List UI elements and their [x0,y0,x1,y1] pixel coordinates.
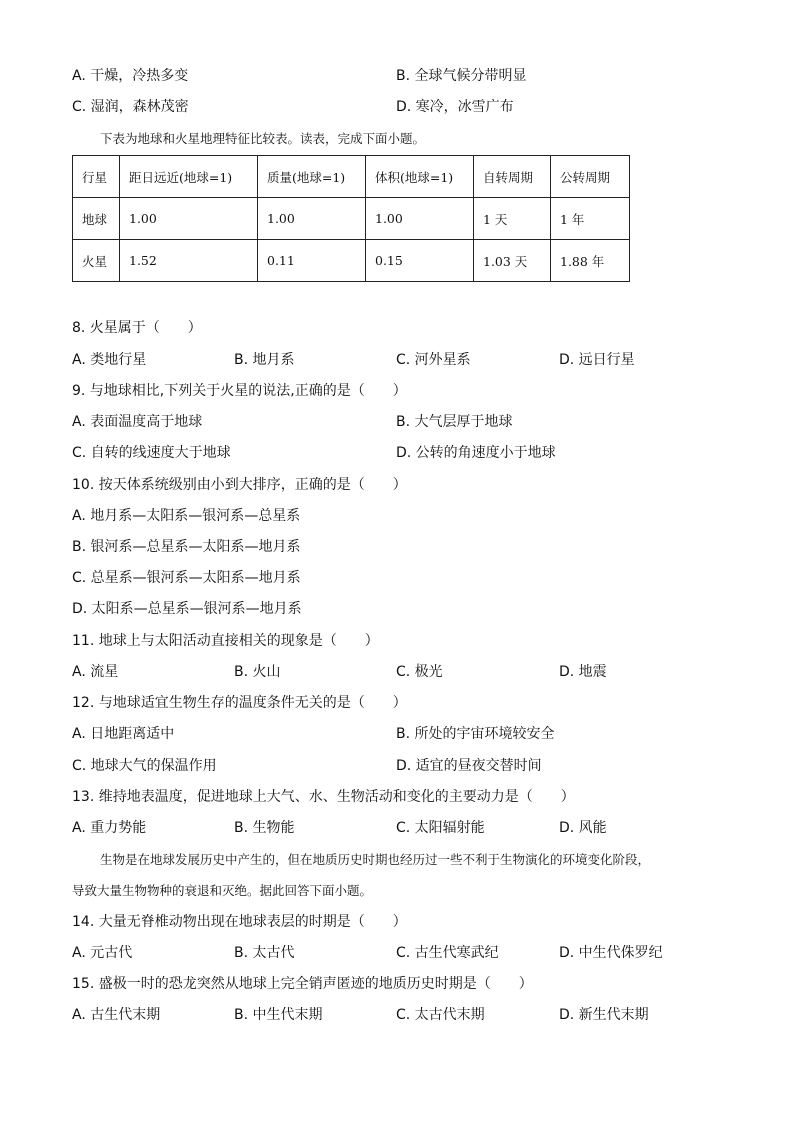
prev-options-row-2 [72,97,734,117]
prev-options-row-1 [72,66,734,86]
question-15-stem: 15. 盛极一时的恐龙突然从地球上完全销声匿迹的地质历史时期是（ ） [72,976,533,992]
question-10-stem: 10. 按天体系统级别由小到大排序，正确的是（ ） [72,477,407,493]
question-13-stem: 13. 维持地表温度，促进地球上大气、水、生物活动和变化的主要动力是（ ） [72,789,575,805]
table-header-cell: 行星 [73,156,120,198]
question-9-stem: 9. 与地球相比,下列关于火星的说法,正确的是（ ） [72,383,407,399]
table-cell: 火星 [73,240,120,282]
q12-option-a: A. 日地距离适中 [72,726,175,742]
prev-option-b: B. 全球气候分带明显 [396,68,527,84]
q13-option-b: B. 生物能 [234,820,295,836]
table-header-cell: 质量(地球=1) [258,156,366,198]
q13-option-d: D. 风能 [559,820,607,836]
table-header-row [73,156,630,198]
table-header-cell: 体积(地球=1) [366,156,474,198]
question-11-options [72,662,734,682]
question-8-stem: 8. 火星属于（ ） [72,320,202,336]
q10-option-d: D. 太阳系—总星系—银河系—地月系 [72,601,302,617]
q13-option-c: C. 太阳辐射能 [396,820,485,836]
q8-option-b: B. 地月系 [234,352,295,368]
q10-option-b: B. 银河系—总星系—太阳系—地月系 [72,539,301,555]
question-15-options [72,1005,734,1025]
q14-option-b: B. 太古代 [234,945,295,961]
q15-option-d: D. 新生代末期 [559,1007,649,1023]
table-header-cell: 公转周期 [551,156,630,198]
table-intro: 下表为地球和火星地理特征比较表。读表，完成下面小题。 [100,131,426,146]
table-header-cell: 自转周期 [474,156,551,198]
material-paragraph-line-2: 导致大量生物物种的衰退和灭绝。据此回答下面小题。 [72,883,373,898]
prev-option-a: A. 干燥，冷热多变 [72,68,189,84]
question-12-stem: 12. 与地球适宜生物生存的温度条件无关的是（ ） [72,695,407,711]
prev-option-c: C. 湿润，森林茂密 [72,99,189,115]
table-cell: 1.88 年 [551,240,630,282]
table-cell: 地球 [73,198,120,240]
question-12-options-row-1 [72,724,734,744]
q9-option-d: D. 公转的角速度小于地球 [396,445,556,461]
prev-option-d: D. 寒冷，冰雪广布 [396,99,514,115]
q8-option-a: A. 类地行星 [72,352,147,368]
q9-option-c: C. 自转的线速度大于地球 [72,445,231,461]
table-cell: 1.00 [258,198,366,240]
table-cell: 0.11 [258,240,366,282]
material-paragraph-line-1: 生物是在地球发展历史中产生的，但在地质历史时期也经历过一些不利于生物演化的环境变化阶段， [100,852,651,867]
table-row [73,198,630,240]
q9-option-b: B. 大气层厚于地球 [396,414,513,430]
q8-option-d: D. 远日行星 [559,352,635,368]
q11-option-c: C. 极光 [396,664,443,680]
q8-option-c: C. 河外星系 [396,352,471,368]
table-cell: 1 天 [474,198,551,240]
q12-option-d: D. 适宜的昼夜交替时间 [396,758,542,774]
q14-option-a: A. 元古代 [72,945,133,961]
table-row [73,240,630,282]
q11-option-a: A. 流星 [72,664,119,680]
q10-option-c: C. 总星系—银河系—太阳系—地月系 [72,570,301,586]
table-cell: 1.00 [120,198,258,240]
q15-option-a: A. 古生代末期 [72,1007,161,1023]
q14-option-c: C. 古生代寒武纪 [396,945,499,961]
question-9-options-row-2 [72,443,734,463]
q9-option-a: A. 表面温度高于地球 [72,414,203,430]
question-8-options [72,350,734,370]
q11-option-b: B. 火山 [234,664,281,680]
q13-option-a: A. 重力势能 [72,820,147,836]
question-14-options [72,943,734,963]
table-header-cell: 距日远近(地球=1) [120,156,258,198]
table-cell: 1.03 天 [474,240,551,282]
question-9-options-row-1 [72,412,734,432]
q12-option-c: C. 地球大气的保温作用 [72,758,217,774]
table-cell: 1.00 [366,198,474,240]
question-14-stem: 14. 大量无脊椎动物出现在地球表层的时期是（ ） [72,914,407,930]
q14-option-d: D. 中生代侏罗纪 [559,945,663,961]
table-cell: 1 年 [551,198,630,240]
q11-option-d: D. 地震 [559,664,607,680]
question-11-stem: 11. 地球上与太阳活动直接相关的现象是（ ） [72,633,379,649]
q15-option-c: C. 太古代末期 [396,1007,485,1023]
table-cell: 1.52 [120,240,258,282]
question-13-options [72,818,734,838]
q12-option-b: B. 所处的宇宙环境较安全 [396,726,555,742]
question-12-options-row-2 [72,756,734,776]
q15-option-b: B. 中生代末期 [234,1007,323,1023]
table-cell: 0.15 [366,240,474,282]
planet-comparison-table [72,155,630,282]
q10-option-a: A. 地月系—太阳系—银河系—总星系 [72,508,301,524]
